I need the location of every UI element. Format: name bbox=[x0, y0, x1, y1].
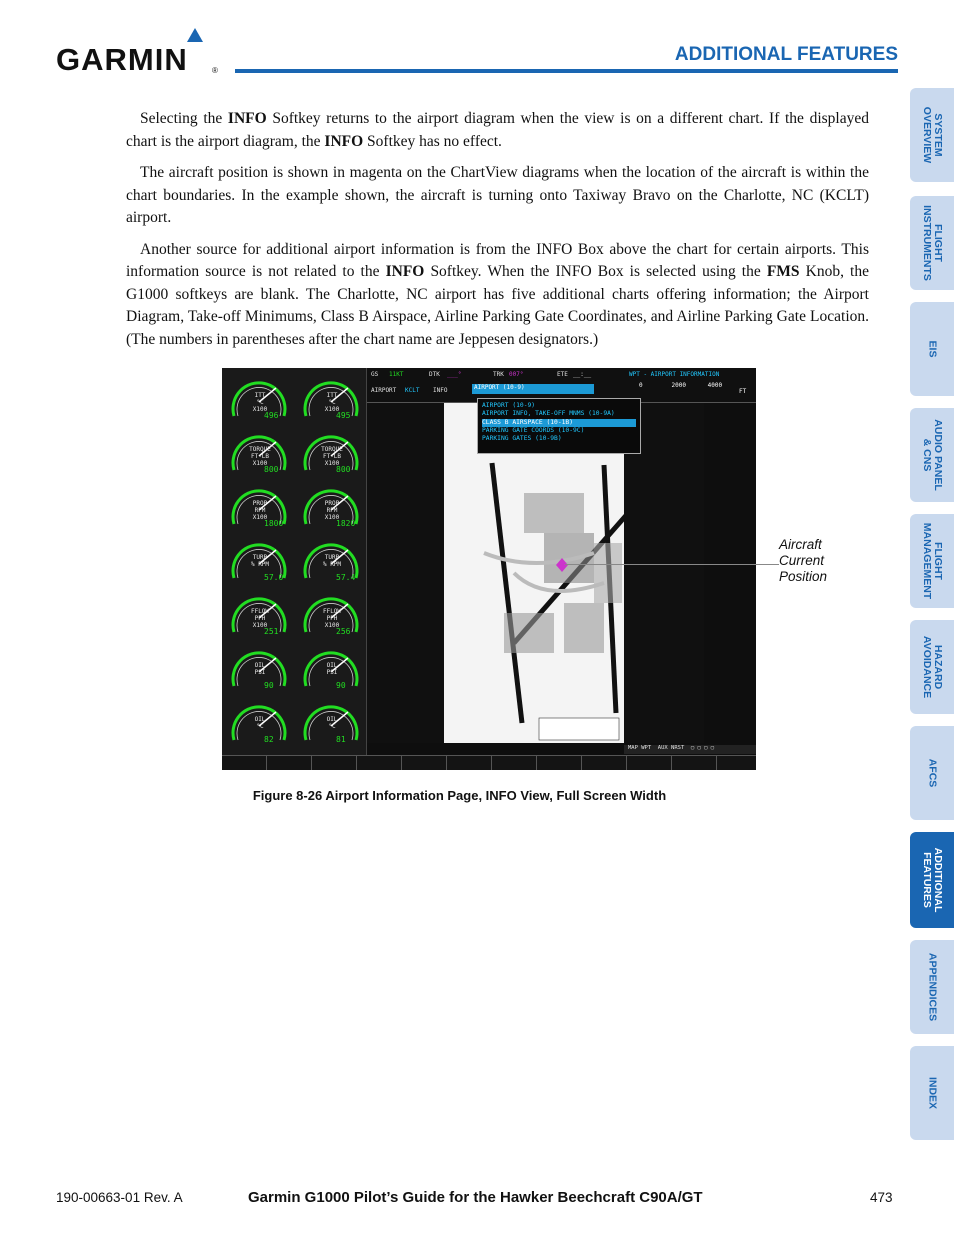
gauge-label: PROP RPM X100 bbox=[324, 500, 340, 521]
fms-knob-ref: FMS bbox=[766, 263, 800, 280]
engine-gauge bbox=[226, 372, 292, 424]
mfd-screenshot bbox=[222, 368, 756, 769]
softkey[interactable] bbox=[627, 756, 672, 770]
tab-hazard-avoidance[interactable]: HAZARD AVOIDANCE bbox=[910, 620, 954, 714]
gauge-label: OIL PSI bbox=[254, 662, 266, 676]
gauge-label: FFLOW PPH X100 bbox=[322, 608, 342, 629]
softkey[interactable] bbox=[222, 756, 267, 770]
gauge-label: OIL °C bbox=[326, 716, 338, 730]
tab-flight-instruments[interactable]: FLIGHT INSTRUMENTS bbox=[910, 196, 954, 290]
info-chart-menu bbox=[477, 398, 641, 454]
gauge-value: 1800 bbox=[264, 519, 284, 528]
gauge-label: OIL °C bbox=[254, 716, 266, 730]
info-softkey-ref: INFO bbox=[227, 110, 267, 127]
softkey[interactable] bbox=[582, 756, 627, 770]
callout-leader-line bbox=[565, 564, 779, 565]
engine-gauge bbox=[298, 372, 364, 424]
gauge-label: ITT °C X100 bbox=[252, 392, 268, 413]
engine-gauge bbox=[298, 696, 364, 748]
gauge-label: OIL PSI bbox=[326, 662, 338, 676]
mfd-navigation-bar: GS 11KT DTK ___° TRK 007° ETE __:__ AIRPORT KCLT INFO AIRPORT (10-9) WPT - AIRPORT INFORMATION 0 2000 4000 FT bbox=[367, 368, 756, 403]
info-softkey-ref: INFO bbox=[324, 132, 364, 150]
tab-flight-management[interactable]: FLIGHT MANAGEMENT bbox=[910, 514, 954, 608]
gauge-value: 251 bbox=[264, 627, 279, 636]
engine-gauge bbox=[226, 534, 292, 586]
softkey[interactable] bbox=[672, 756, 717, 770]
brand-name: GARMIN bbox=[56, 42, 188, 77]
gauge-value: 495 bbox=[336, 411, 351, 420]
softkey[interactable] bbox=[357, 756, 402, 770]
softkey[interactable] bbox=[537, 756, 582, 770]
engine-indication-system bbox=[222, 368, 367, 755]
page-group-indicator: MAP WPT AUX NRST ▢ ▢ ▢ ▢ bbox=[624, 745, 756, 754]
engine-gauge bbox=[226, 696, 292, 748]
tab-appendices[interactable]: APPENDICES bbox=[910, 940, 954, 1034]
engine-gauge bbox=[298, 588, 364, 640]
engine-gauge bbox=[298, 426, 364, 478]
gauge-value: 57.4 bbox=[336, 573, 356, 582]
info-box[interactable]: AIRPORT (10-9) bbox=[472, 384, 594, 394]
registered-mark: ® bbox=[212, 66, 218, 75]
chart-left-margin bbox=[367, 403, 444, 743]
softkey[interactable] bbox=[717, 756, 756, 770]
gauge-label: ITT °C X100 bbox=[324, 392, 340, 413]
engine-gauge bbox=[226, 426, 292, 478]
softkey[interactable] bbox=[402, 756, 447, 770]
tab-afcs[interactable]: AFCS bbox=[910, 726, 954, 820]
engine-gauge bbox=[298, 642, 364, 694]
menu-item-selected[interactable]: CLASS B AIRSPACE (10-1B) bbox=[482, 419, 636, 427]
footer-title: Garmin G1000 Pilot’s Guide for the Hawker Beechcraft C90A/GT bbox=[248, 1189, 703, 1206]
section-title: ADDITIONAL FEATURES bbox=[674, 44, 898, 65]
garmin-triangle-icon bbox=[187, 28, 203, 42]
softkey[interactable] bbox=[267, 756, 312, 770]
info-softkey-ref: INFO bbox=[385, 263, 425, 280]
gauge-value: 1820 bbox=[336, 519, 356, 528]
figure-caption: Figure 8-26 Airport Information Page, INFO View, Full Screen Width bbox=[252, 788, 667, 803]
gauge-label: PROP RPM X100 bbox=[252, 500, 268, 521]
menu-item[interactable]: AIRPORT (10-9) bbox=[482, 402, 536, 409]
gauge-label: TURB % RPM bbox=[322, 554, 342, 568]
header-rule bbox=[235, 69, 898, 73]
gauge-value: 82 bbox=[264, 735, 274, 744]
gauge-label: FFLOW PPH X100 bbox=[250, 608, 270, 629]
gauge-value: 90 bbox=[336, 681, 346, 690]
aircraft-position-callout: Aircraft Current Position bbox=[779, 537, 828, 584]
gauge-value: 496 bbox=[264, 411, 279, 420]
softkey[interactable] bbox=[492, 756, 537, 770]
doc-number: 190-00663-01 Rev. A bbox=[56, 1190, 183, 1205]
page-number: 473 bbox=[870, 1190, 893, 1205]
gauge-value: 57.0 bbox=[264, 573, 284, 582]
engine-gauge bbox=[298, 480, 364, 532]
garmin-logo bbox=[56, 28, 220, 76]
engine-gauge bbox=[226, 642, 292, 694]
menu-item[interactable]: PARKING GATE COORDS (10-9C) bbox=[482, 426, 585, 434]
airport-diagram-drawing bbox=[444, 403, 624, 743]
tab-eis[interactable]: EIS bbox=[910, 302, 954, 396]
paragraph-3: Another source for additional airport information is from the INFO Box above the chart for certain airports. This information source is not related to the INFO Softkey. When the INFO Box is selected using the FMS Knob, the G1000 softkeys are blank. The Charlotte, NC airport has five additional charts offering information; the Airport Diagram, Take-off Minimums, Class B Airspace, Airline Parking Gate Coordinates, and Airline Parking Gate Location. (The numbers in parentheses after the chart name are Jeppesen designators.) bbox=[126, 240, 869, 348]
menu-item[interactable]: AIRPORT INFO, TAKE-OFF MNMS (10-9A) bbox=[482, 410, 615, 418]
gauge-label: TORQUE FT-LB X100 bbox=[249, 446, 271, 467]
gauge-label: TORQUE FT-LB X100 bbox=[321, 446, 343, 467]
menu-item[interactable]: PARKING GATES (10-9B) bbox=[482, 435, 562, 443]
paragraph-1: Selecting the INFO Softkey returns to the airport diagram when the view is on a different chart. If the displayed chart is the airport diagram, the INFO Softkey has no effect. bbox=[126, 110, 869, 150]
tab-audio-panel-cns[interactable]: AUDIO PANEL & CNS bbox=[910, 408, 954, 502]
softkey[interactable] bbox=[447, 756, 492, 770]
airport-diagram bbox=[444, 403, 624, 743]
body-text bbox=[126, 108, 869, 360]
softkey[interactable] bbox=[312, 756, 357, 770]
tab-index[interactable]: INDEX bbox=[910, 1046, 954, 1140]
gauge-value: 800 bbox=[264, 465, 279, 474]
engine-gauge bbox=[298, 534, 364, 586]
gauge-value: 256 bbox=[336, 627, 351, 636]
gauge-label: TURB % RPM bbox=[250, 554, 270, 568]
gauge-value: 800 bbox=[336, 465, 351, 474]
gauge-value: 81 bbox=[336, 735, 346, 744]
paragraph-2: The aircraft position is shown in magenta on the ChartView diagrams when the location of the aircraft is within the chart boundaries. In the example shown, the aircraft is turning onto Taxiway Bravo on the Charlotte, NC (KCLT) airport. bbox=[126, 164, 869, 226]
tab-additional-features[interactable]: ADDITIONAL FEATURES bbox=[910, 832, 954, 928]
tab-system-overview[interactable]: SYSTEM OVERVIEW bbox=[910, 88, 954, 182]
engine-gauge bbox=[226, 480, 292, 532]
softkey-bar bbox=[222, 755, 756, 770]
chart-right-margin bbox=[624, 403, 704, 743]
engine-gauge bbox=[226, 588, 292, 640]
gauge-value: 90 bbox=[264, 681, 274, 690]
